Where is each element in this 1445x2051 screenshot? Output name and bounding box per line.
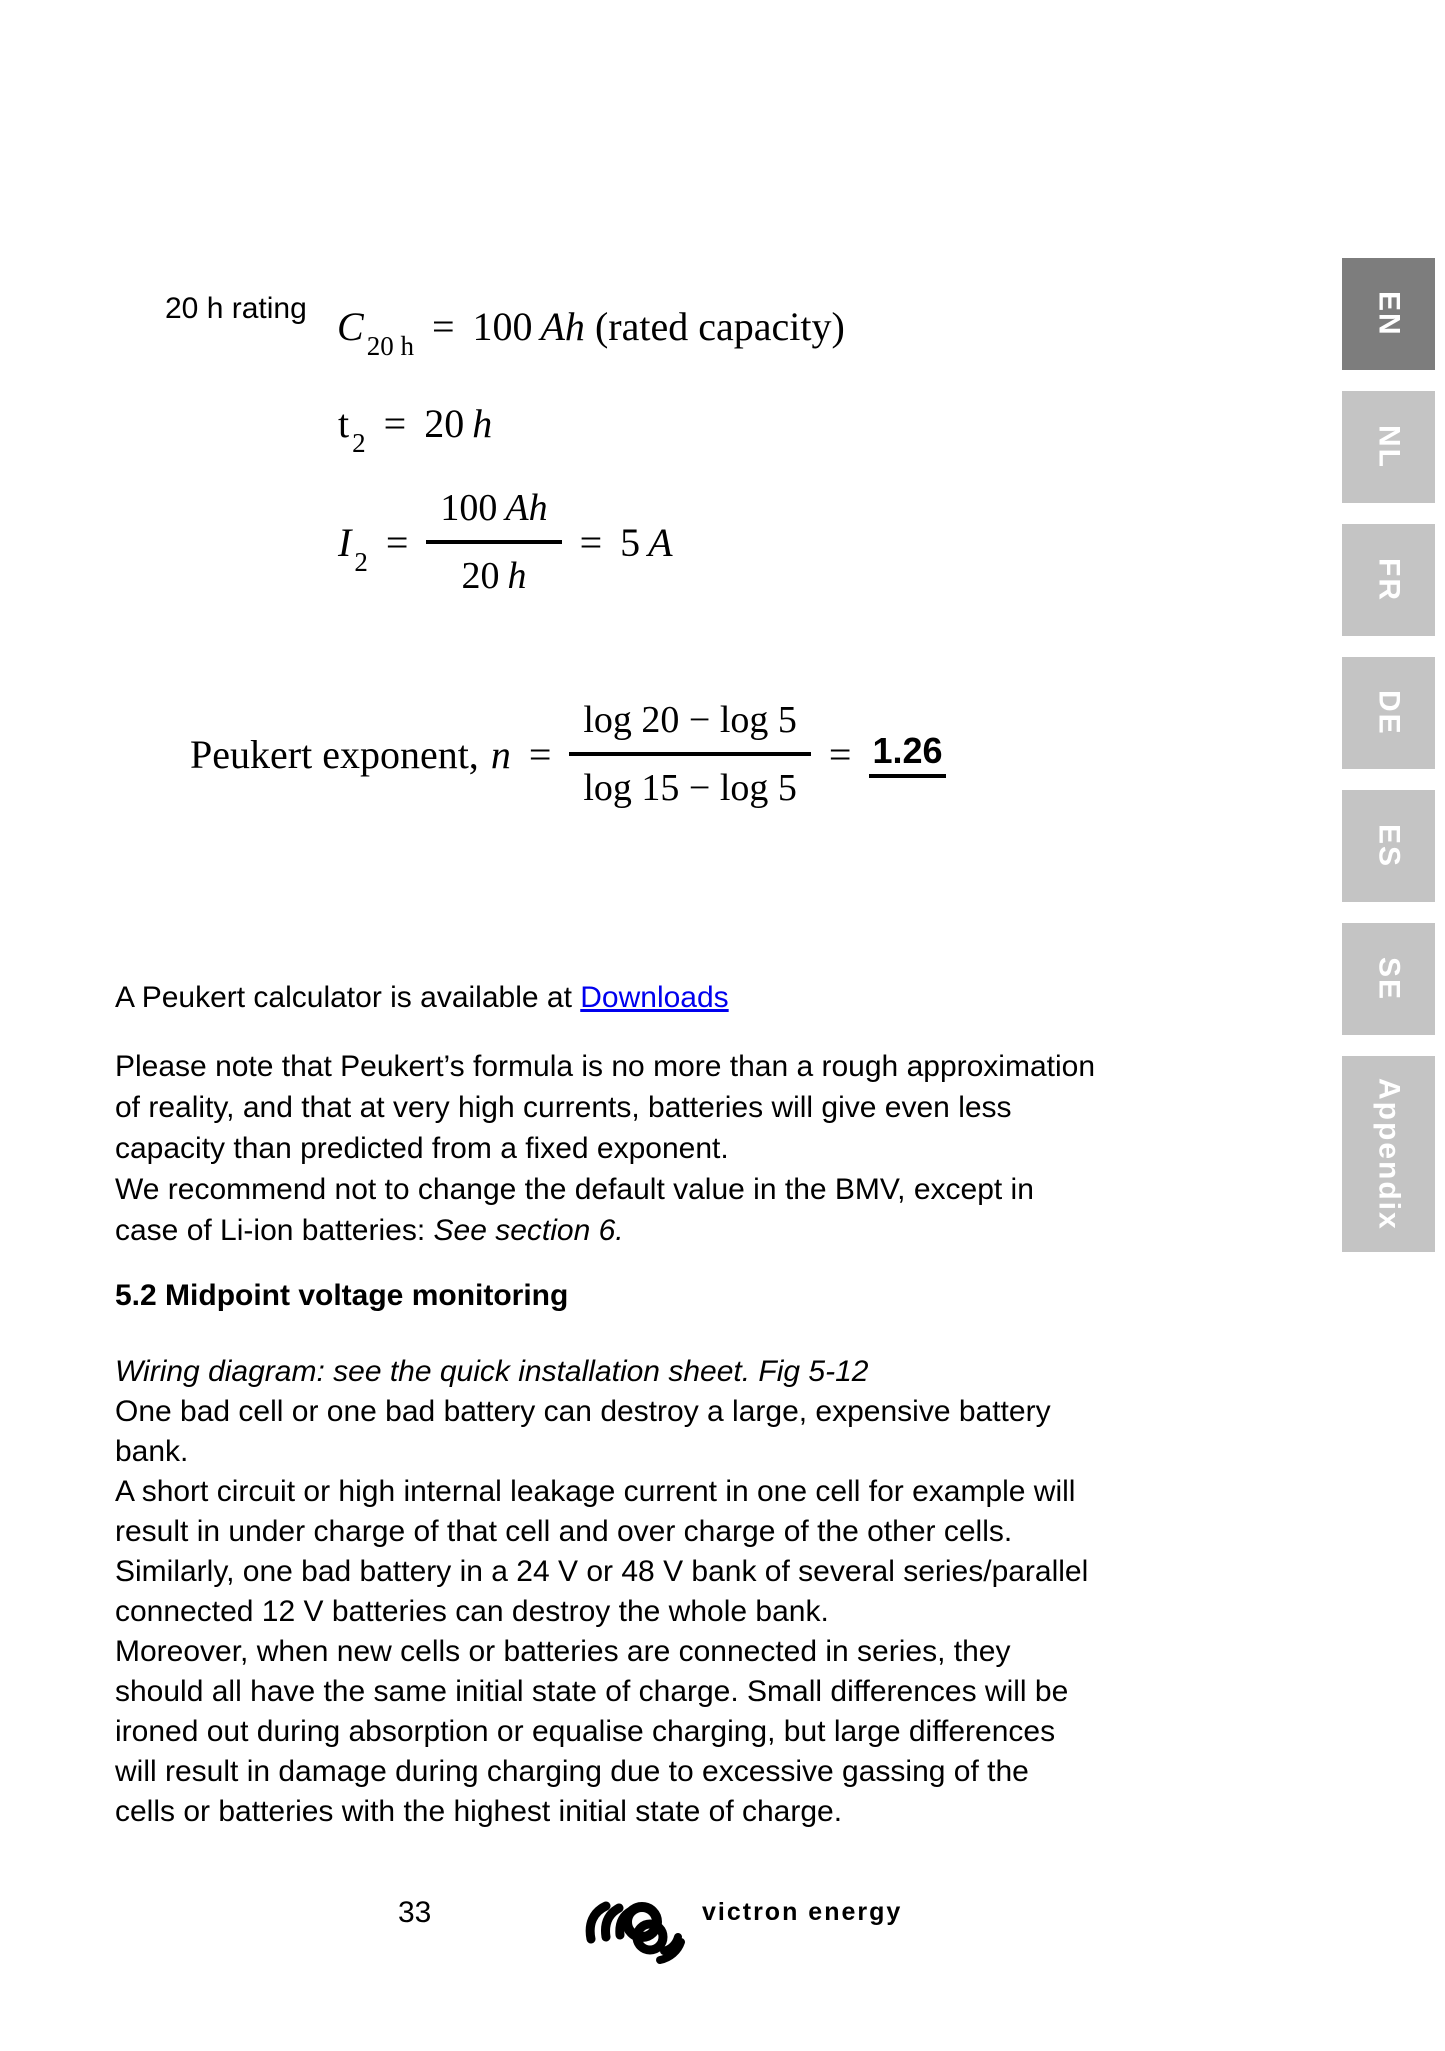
time-symbol: t $_2$ xyxy=(338,401,366,458)
text-line: Moreover, when new cells or batteries are connected in series, they xyxy=(115,1635,1011,1668)
current-symbol: I $_2$ xyxy=(338,519,368,577)
peukert-fraction: $\frac{\log 20 - \log 5}{\log 15 - \log 5}$ xyxy=(569,698,811,810)
text-line: bank. xyxy=(115,1435,189,1468)
language-tab-label: SE xyxy=(1372,956,1406,1002)
language-tab-label: EN xyxy=(1372,291,1406,337)
language-tab[interactable] xyxy=(1342,524,1435,636)
current-result-unit: A xyxy=(648,519,673,565)
section-body xyxy=(115,1352,1088,1832)
text-line: ironed out during absorption or equalise charging, but large differences xyxy=(115,1715,1056,1748)
language-tab-label: Appendix xyxy=(1372,1077,1406,1231)
language-sidebar xyxy=(1342,258,1435,1252)
brand-text: victron energy xyxy=(702,1898,903,1926)
language-tab-label: DE xyxy=(1372,690,1406,736)
peukert-note-paragraph xyxy=(115,1046,1095,1251)
text-line: of reality, and that at very high currents, batteries will give even less xyxy=(115,1091,1012,1124)
language-tab[interactable] xyxy=(1342,790,1435,902)
equals-sign: = xyxy=(579,519,603,565)
language-tab[interactable] xyxy=(1342,657,1435,769)
language-tab-label: ES xyxy=(1372,823,1406,869)
language-tab[interactable] xyxy=(1342,391,1435,503)
language-tab-label: NL xyxy=(1372,425,1406,469)
formula-peukert xyxy=(190,698,946,810)
text-line: One bad cell or one bad battery can destroy a large, expensive battery xyxy=(115,1395,1051,1428)
text-line: Similarly, one bad battery in a 24 V or 48 V bank of several series/parallel xyxy=(115,1555,1089,1588)
capacity-note: (rated capacity) xyxy=(594,304,845,349)
capacity-symbol: C $_{20 h}$ xyxy=(337,304,414,361)
peukert-label: Peukert exponent, xyxy=(190,731,479,777)
peukert-result: 1.26 xyxy=(869,730,945,778)
text-line: Wiring diagram: see the quick installation sheet. Fig 5-12 xyxy=(115,1355,869,1388)
formula-time xyxy=(338,400,493,458)
time-unit: h xyxy=(472,401,493,446)
text-line: connected 12 V batteries can destroy the whole bank. xyxy=(115,1595,829,1628)
current-fraction: 100 Ah 20 h xyxy=(426,486,561,598)
equals-sign: = xyxy=(383,401,407,446)
text-line: result in under charge of that cell and over charge of the other cells. xyxy=(115,1515,1013,1548)
section-heading: 5.2 Midpoint voltage monitoring xyxy=(115,1279,569,1312)
language-tab-label: FR xyxy=(1372,558,1406,602)
calculator-line-text: A Peukert calculator is available at xyxy=(115,981,581,1014)
current-result-value: 5 xyxy=(620,519,641,565)
text-line: will result in damage during charging due to excessive gassing of the xyxy=(115,1755,1029,1788)
text-line: A short circuit or high internal leakage current in one cell for example will xyxy=(115,1475,1076,1508)
capacity-value: 100 xyxy=(472,304,533,349)
peukert-symbol: n xyxy=(490,731,511,777)
downloads-link[interactable]: Downloads xyxy=(580,981,729,1014)
language-tab[interactable] xyxy=(1342,258,1435,370)
text-line: should all have the same initial state of charge. Small differences will be xyxy=(115,1675,1069,1708)
text-line: capacity than predicted from a fixed exponent. xyxy=(115,1132,729,1165)
calculator-line xyxy=(115,981,729,1015)
page-number: 33 xyxy=(398,1896,432,1929)
victron-logo xyxy=(580,1893,692,1969)
text-line: We recommend not to change the default value in the BMV, except in xyxy=(115,1173,1034,1206)
time-value: 20 xyxy=(424,401,465,446)
rating-label: 20 h rating xyxy=(165,292,307,325)
equals-sign: = xyxy=(385,519,409,565)
language-tab[interactable] xyxy=(1342,1056,1435,1252)
formula-capacity xyxy=(337,303,845,361)
text-line: Please note that Peukert’s formula is no more than a rough approximation xyxy=(115,1050,1096,1083)
text-line: case of Li-ion batteries: See section 6. xyxy=(115,1214,624,1247)
equals-sign: = xyxy=(431,304,455,349)
text-line: cells or batteries with the highest initial state of charge. xyxy=(115,1795,843,1828)
language-tab[interactable] xyxy=(1342,923,1435,1035)
equals-sign: = xyxy=(528,731,552,777)
capacity-unit: Ah xyxy=(540,304,585,349)
formula-current xyxy=(338,486,673,598)
equals-sign: = xyxy=(828,731,852,777)
